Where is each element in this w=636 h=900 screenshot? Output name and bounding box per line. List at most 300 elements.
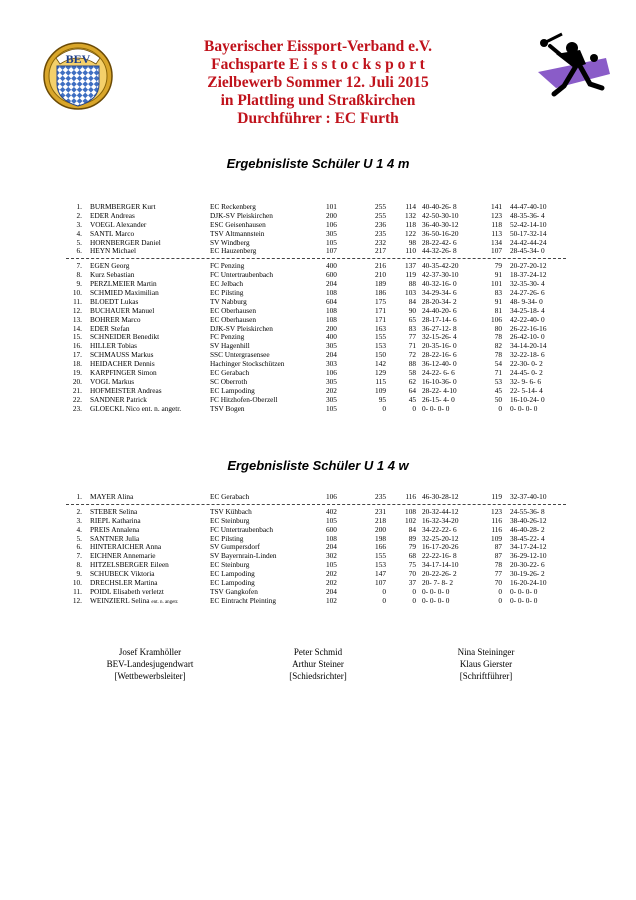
round2-series-cell: 32-35-30- 4 (510, 279, 545, 289)
club-number-cell: 108 (326, 314, 337, 324)
club-number-cell: 105 (326, 237, 337, 247)
round1-series-cell: 28-17-14- 6 (422, 314, 457, 324)
club-number-cell: 202 (326, 385, 337, 395)
club-number-cell: 108 (326, 288, 337, 298)
round1-points-cell: 116 (405, 492, 416, 501)
total-points-cell: 95 (378, 394, 386, 404)
total-points-cell: 107 (375, 578, 386, 588)
club-cell: SV Hagenhill (210, 341, 250, 351)
round2-points-cell: 91 (494, 270, 502, 280)
rank-cell: 15. (72, 332, 82, 342)
round1-points-cell: 64 (408, 385, 416, 395)
club-number-cell: 106 (326, 492, 337, 501)
club-cell: EC Lampoding (210, 385, 255, 395)
player-name-cell: VOGL Markus (90, 376, 135, 386)
player-name-cell: HILLER Tobias (90, 341, 137, 351)
round1-points-cell: 84 (408, 296, 416, 306)
club-number-cell: 106 (326, 219, 337, 229)
rank-cell: 10. (72, 288, 82, 298)
eisstock-player-icon (516, 28, 616, 108)
rank-cell: 7. (76, 551, 82, 561)
player-name-cell: EGEN Georg (90, 261, 130, 271)
round2-series-cell: 0- 0- 0- 0 (510, 595, 538, 605)
rank-cell: 1. (76, 202, 82, 211)
club-cell: FC Penzing (210, 332, 245, 342)
total-points-cell: 235 (375, 228, 386, 238)
club-cell: TV Nabburg (210, 296, 247, 306)
club-cell: EC Pilsting (210, 533, 244, 543)
round1-series-cell: 46-30-28-12 (422, 492, 459, 501)
player-name-cell: SCHNEIDER Benedikt (90, 332, 160, 342)
total-points-cell: 0 (382, 403, 386, 413)
player-name-cell: SCHUBECK Viktoria (90, 569, 155, 579)
rank-cell: 2. (76, 506, 82, 516)
round1-series-cell: 34-17-14-10 (422, 560, 459, 570)
total-points-cell: 129 (375, 368, 386, 378)
round2-series-cell: 20-30-22- 6 (510, 560, 545, 570)
club-cell: TSV Gangkofen (210, 586, 258, 596)
club-number-cell: 204 (326, 279, 337, 289)
total-points-cell: 0 (382, 595, 386, 605)
round2-points-cell: 79 (494, 261, 502, 271)
rank-cell: 21. (72, 385, 82, 395)
club-cell: EC Oberhausen (210, 314, 256, 324)
total-points-cell: 198 (375, 533, 386, 543)
club-cell: FC Penzing (210, 261, 245, 271)
round2-series-cell: 32-37-40-10 (510, 492, 547, 501)
round1-series-cell: 24-40-20- 6 (422, 305, 457, 315)
rank-cell: 9. (76, 279, 82, 289)
total-points-cell: 235 (375, 492, 386, 501)
club-number-cell: 303 (326, 359, 337, 369)
club-cell: FC Untertraubenbach (210, 524, 274, 534)
round2-series-cell: 34-25-18- 4 (510, 305, 545, 315)
header-line-division: Fachsparte E i s s t o c k s p o r t (211, 56, 425, 73)
round1-points-cell: 84 (408, 524, 416, 534)
total-points-cell: 171 (375, 314, 386, 324)
player-name-cell: KARPFINGER Simon (90, 368, 157, 378)
player-name-cell: EICHNER Annemarie (90, 551, 156, 561)
header-line-event: Zielbewerb Sommer 12. Juli 2015 (207, 74, 429, 91)
round1-series-cell: 28-20-34- 2 (422, 296, 457, 306)
round2-points-cell: 118 (491, 219, 502, 229)
total-points-cell: 186 (375, 288, 386, 298)
player-name-cell: HEYN Michael (90, 246, 136, 256)
round2-series-cell: 48-35-36- 4 (510, 210, 545, 220)
round2-points-cell: 109 (491, 533, 502, 543)
round2-points-cell: 123 (491, 506, 502, 516)
player-name-cell (90, 597, 178, 608)
club-number-cell: 305 (326, 376, 337, 386)
round2-points-cell: 116 (491, 515, 502, 525)
round2-series-cell: 24-42-44-24 (510, 237, 547, 247)
round1-series-cell: 20-35-16- 0 (422, 341, 457, 351)
player-name-cell: SANTL Marco (90, 228, 135, 238)
rank-cell: 6. (76, 542, 82, 552)
round2-points-cell: 53 (494, 376, 502, 386)
total-points-cell: 218 (375, 515, 386, 525)
round2-series-cell: 22- 5-14- 4 (510, 385, 543, 395)
player-name-cell: BURMBERGER Kurt (90, 202, 156, 211)
round2-points-cell: 119 (491, 492, 502, 501)
round1-points-cell: 122 (405, 228, 416, 238)
round2-points-cell: 45 (494, 385, 502, 395)
round1-series-cell: 26-15- 4- 0 (422, 394, 455, 404)
club-cell: EC Gerabach (210, 492, 250, 501)
rank-cell: 10. (72, 578, 82, 588)
round2-series-cell: 24-45- 0- 2 (510, 368, 543, 378)
club-number-cell: 107 (326, 246, 337, 256)
club-number-cell: 400 (326, 332, 337, 342)
round2-points-cell: 113 (491, 228, 502, 238)
round1-points-cell: 102 (405, 515, 416, 525)
round1-points-cell: 132 (405, 210, 416, 220)
total-points-cell: 150 (375, 350, 386, 360)
player-note: ent. n. angetr. (151, 599, 179, 605)
round2-series-cell: 26-42-10- 0 (510, 332, 545, 342)
player-name-cell: RIEPL Katharina (90, 515, 141, 525)
rank-cell: 18. (72, 359, 82, 369)
round1-points-cell: 119 (405, 270, 416, 280)
club-cell: EC Steinburg (210, 560, 250, 570)
round2-series-cell: 26-22-16-16 (510, 323, 547, 333)
rank-cell: 3. (76, 219, 82, 229)
player-name-cell: BUCHAUER Manuel (90, 305, 155, 315)
total-points-cell: 232 (375, 237, 386, 247)
club-number-cell: 204 (326, 350, 337, 360)
header-line-organizer: Durchführer : EC Furth (237, 110, 399, 127)
round1-points-cell: 137 (405, 261, 416, 271)
player-name-cell: VOEGL Alexander (90, 219, 147, 229)
svg-text:BEV: BEV (65, 52, 91, 66)
club-cell: EC Hauzenberg (210, 246, 257, 256)
round1-series-cell: 0- 0- 0- 0 (422, 586, 450, 596)
round1-series-cell: 40-32-16- 0 (422, 279, 457, 289)
rank-cell: 8. (76, 560, 82, 570)
club-number-cell: 604 (326, 296, 337, 306)
round1-points-cell: 88 (408, 279, 416, 289)
player-name-cell: SANTNER Julia (90, 533, 140, 543)
round2-series-cell: 34-17-24-12 (510, 542, 547, 552)
round2-points-cell: 107 (491, 246, 502, 256)
club-cell: SV Bayernrain-Linden (210, 551, 277, 561)
round2-points-cell: 78 (494, 332, 502, 342)
round1-series-cell: 20-32-44-12 (422, 506, 459, 516)
round1-series-cell: 34-29-34- 6 (422, 288, 457, 298)
club-number-cell: 400 (326, 261, 337, 271)
signature-title: [Wettbewerbsleiter] (114, 671, 186, 681)
club-number-cell: 105 (326, 560, 337, 570)
round2-points-cell: 87 (494, 542, 502, 552)
total-points-cell: 171 (375, 305, 386, 315)
rank-cell: 7. (76, 261, 82, 271)
total-points-cell: 115 (375, 376, 386, 386)
round2-series-cell: 50-17-32-14 (510, 228, 547, 238)
total-points-cell: 153 (375, 560, 386, 570)
club-number-cell: 102 (326, 595, 337, 605)
club-cell: EC Eintracht Pleinting (210, 595, 277, 605)
document-header (150, 38, 486, 128)
results-table-female (0, 493, 636, 606)
club-number-cell: 600 (326, 270, 337, 280)
player-name-cell: HINTERAICHER Anna (90, 542, 162, 552)
round1-series-cell: 28-22-42- 6 (422, 237, 457, 247)
header-line-location: in Plattling und Straßkirchen (220, 92, 416, 109)
signature-block-3 (386, 646, 586, 682)
rank-cell: 9. (76, 569, 82, 579)
round1-points-cell: 45 (408, 394, 416, 404)
round2-series-cell: 44-47-40-10 (510, 202, 547, 211)
round2-points-cell: 78 (494, 560, 502, 570)
round1-points-cell: 0 (412, 403, 416, 413)
round1-points-cell: 75 (408, 560, 416, 570)
total-points-cell: 217 (375, 246, 386, 256)
round2-series-cell: 24-55-36- 8 (510, 506, 545, 516)
club-cell: SV Gumpersdorf (210, 542, 260, 552)
club-number-cell: 204 (326, 586, 337, 596)
round2-points-cell: 54 (494, 359, 502, 369)
club-cell: SV Windberg (210, 237, 250, 247)
player-name-cell: SCHMIED Maximilian (90, 288, 159, 298)
round2-series-cell: 32-22-18- 6 (510, 350, 545, 360)
club-cell: EC Lampoding (210, 578, 255, 588)
table-row (0, 405, 636, 414)
club-number-cell: 200 (326, 210, 337, 220)
round1-series-cell: 42-50-30-10 (422, 210, 459, 220)
round2-series-cell: 16-20-24-10 (510, 578, 547, 588)
round2-points-cell: 50 (494, 394, 502, 404)
club-cell: EC Gerabach (210, 368, 250, 378)
round2-series-cell: 30-19-26- 2 (510, 569, 545, 579)
club-cell: EC Jelbach (210, 279, 244, 289)
rank-cell: 16. (72, 341, 82, 351)
rank-cell: 17. (72, 350, 82, 360)
player-name-cell: BLOEDT Lukas (90, 296, 139, 306)
round1-series-cell: 36-50-16-20 (422, 228, 459, 238)
total-points-cell: 189 (375, 279, 386, 289)
signature-role: BEV-Landesjugendwart (106, 659, 194, 669)
round1-series-cell: 16-32-34-20 (422, 515, 459, 525)
rank-cell: 4. (76, 228, 82, 238)
club-number-cell: 105 (326, 403, 337, 413)
round1-series-cell: 16-17-20-26 (422, 542, 459, 552)
player-name-cell: SCHMAUSS Markus (90, 350, 154, 360)
section-title-male: Ergebnisliste Schüler U 1 4 m (226, 156, 410, 171)
section-title-female: Ergebnisliste Schüler U 1 4 w (227, 458, 409, 473)
round2-series-cell: 20-27-20-12 (510, 261, 547, 271)
round1-series-cell: 42-37-30-10 (422, 270, 459, 280)
round1-series-cell: 0- 0- 0- 0 (422, 403, 450, 413)
round2-series-cell: 38-40-26-12 (510, 515, 547, 525)
club-number-cell: 305 (326, 394, 337, 404)
player-name-cell: HEIDACHER Dennis (90, 359, 155, 369)
round1-series-cell: 0- 0- 0- 0 (422, 595, 450, 605)
club-number-cell: 305 (326, 341, 337, 351)
total-points-cell: 163 (375, 323, 386, 333)
player-name-cell: BOHRER Marco (90, 314, 141, 324)
rank-cell: 5. (76, 237, 82, 247)
round2-series-cell: 38-45-22- 4 (510, 533, 545, 543)
player-name-cell: Kurz Sebastian (90, 270, 135, 280)
round2-points-cell: 0 (498, 595, 502, 605)
rank-cell: 11. (73, 586, 82, 596)
total-points-cell: 255 (375, 210, 386, 220)
club-number-cell: 402 (326, 506, 337, 516)
round1-points-cell: 90 (408, 305, 416, 315)
club-cell: FC Untertraubenbach (210, 270, 274, 280)
club-cell: TSV Kühbach (210, 506, 252, 516)
player-name-cell: PERZLMEIER Martin (90, 279, 157, 289)
round2-points-cell: 0 (498, 403, 502, 413)
club-cell: FC Hitzhofen-Oberzell (210, 394, 278, 404)
round2-points-cell: 0 (498, 586, 502, 596)
round2-series-cell: 48- 9-34- 0 (510, 296, 543, 306)
round2-series-cell: 0- 0- 0- 0 (510, 586, 538, 596)
total-points-cell: 200 (375, 524, 386, 534)
round1-points-cell: 88 (408, 359, 416, 369)
rank-cell: 14. (72, 323, 82, 333)
signature-title: [Schriftführer] (459, 671, 513, 681)
round1-points-cell: 0 (412, 586, 416, 596)
player-name-cell: DRECHSLER Martina (90, 578, 158, 588)
player-name-cell: EDER Stefan (90, 323, 130, 333)
club-number-cell: 106 (326, 368, 337, 378)
club-cell: EC Steinburg (210, 515, 250, 525)
round2-series-cell: 24-27-26- 6 (510, 288, 545, 298)
rank-cell: 3. (76, 515, 82, 525)
round2-points-cell: 77 (494, 569, 502, 579)
round2-series-cell: 42-22-40- 0 (510, 314, 545, 324)
round2-points-cell: 83 (494, 288, 502, 298)
round1-points-cell: 110 (405, 246, 416, 256)
round1-series-cell: 36-27-12- 8 (422, 323, 457, 333)
round1-points-cell: 65 (408, 314, 416, 324)
player-name-cell: HITZELSBERGER Eileen (90, 560, 169, 570)
player-name-cell: PREIS Annalena (90, 524, 140, 534)
round2-series-cell: 16-10-24- 0 (510, 394, 545, 404)
club-cell: DJK-SV Pleiskirchen (210, 323, 273, 333)
rank-cell: 12. (72, 305, 82, 315)
player-name-cell: HORNBERGER Daniel (90, 237, 161, 247)
rank-cell: 11. (73, 296, 82, 306)
player-name: WEINZIERL Selina (90, 595, 150, 605)
round1-points-cell: 0 (412, 595, 416, 605)
total-points-cell: 255 (375, 202, 386, 211)
round1-points-cell: 68 (408, 551, 416, 561)
club-number-cell: 600 (326, 524, 337, 534)
total-points-cell: 175 (375, 296, 386, 306)
bev-logo-icon (40, 36, 116, 112)
round1-series-cell: 40-40-26- 8 (422, 202, 457, 211)
club-number-cell: 202 (326, 578, 337, 588)
round1-series-cell: 20-22-26- 2 (422, 569, 457, 579)
rank-cell: 2. (76, 210, 82, 220)
round1-series-cell: 16-10-36- 0 (422, 376, 457, 386)
round1-series-cell: 24-22- 6- 6 (422, 368, 455, 378)
round2-series-cell: 32- 9- 6- 6 (510, 376, 542, 386)
total-points-cell: 0 (382, 586, 386, 596)
total-points-cell: 153 (375, 341, 386, 351)
round2-series-cell: 18-37-24-12 (510, 270, 547, 280)
player-name-cell: MAYER Alina (90, 492, 134, 501)
round1-points-cell: 77 (408, 332, 416, 342)
club-number-cell: 202 (326, 569, 337, 579)
club-cell: EC Oberhausen (210, 305, 256, 315)
round1-points-cell: 72 (408, 350, 416, 360)
club-number-cell: 302 (326, 551, 337, 561)
round2-points-cell: 87 (494, 551, 502, 561)
round1-series-cell: 28-22- 4-10 (422, 385, 457, 395)
signature-name: Peter Schmid (293, 647, 343, 657)
round1-series-cell: 34-22-22- 6 (422, 524, 457, 534)
player-name-cell: EDER Andreas (90, 210, 135, 220)
round1-series-cell: 20- 7- 8- 2 (422, 578, 454, 588)
table-row (0, 597, 636, 606)
round1-points-cell: 83 (408, 323, 416, 333)
round2-points-cell: 123 (491, 210, 502, 220)
round2-points-cell: 81 (494, 305, 502, 315)
round1-points-cell: 70 (408, 569, 416, 579)
round1-points-cell: 114 (405, 202, 416, 211)
club-number-cell: 105 (326, 515, 337, 525)
round1-series-cell: 28-22-16- 6 (422, 350, 457, 360)
total-points-cell: 147 (375, 569, 386, 579)
club-cell: Hachinger Stockschützen (210, 359, 285, 369)
club-cell: TSV Altmannstein (210, 228, 265, 238)
club-cell: ESC Geisenhausen (210, 219, 266, 229)
club-number-cell: 200 (326, 323, 337, 333)
club-cell: SC Oberroth (210, 376, 248, 386)
club-cell: SSC Untergrasensee (210, 350, 270, 360)
round1-points-cell: 71 (408, 341, 416, 351)
round2-points-cell: 141 (491, 202, 502, 211)
round1-series-cell: 22-22-16- 8 (422, 551, 457, 561)
total-points-cell: 155 (375, 551, 386, 561)
table-row (0, 493, 636, 502)
player-name-cell: STEBER Selina (90, 506, 138, 516)
signature-name: Josef Kramhöller (118, 647, 182, 657)
round2-series-cell: 28-45-34- 0 (510, 246, 545, 256)
table-row (0, 247, 636, 256)
round2-points-cell: 134 (491, 237, 502, 247)
round2-points-cell: 91 (494, 296, 502, 306)
round2-series-cell: 22-30- 0- 2 (510, 359, 543, 369)
round2-series-cell: 36-29-12-10 (510, 551, 547, 561)
round1-points-cell: 108 (405, 506, 416, 516)
total-points-cell: 236 (375, 219, 386, 229)
player-name-cell: POIDL Elisabeth verletzt (90, 586, 164, 596)
club-number-cell: 204 (326, 542, 337, 552)
round1-points-cell: 62 (408, 376, 416, 386)
round1-points-cell: 79 (408, 542, 416, 552)
rank-cell: 19. (72, 368, 82, 378)
round2-points-cell: 106 (491, 314, 502, 324)
signature-role: Arthur Steiner (292, 659, 344, 669)
player-name-cell: SANDNER Patrick (90, 394, 147, 404)
total-points-cell: 109 (375, 385, 386, 395)
club-cell: EC Lampoding (210, 569, 255, 579)
total-points-cell: 231 (375, 506, 386, 516)
club-cell: DJK-SV Pleiskirchen (210, 210, 273, 220)
rank-cell: 4. (76, 524, 82, 534)
total-points-cell: 166 (375, 542, 386, 552)
total-points-cell: 216 (375, 261, 386, 271)
club-number-cell: 305 (326, 228, 337, 238)
round2-points-cell: 101 (491, 279, 502, 289)
rank-cell: 8. (76, 270, 82, 280)
round1-series-cell: 40-35-42-20 (422, 261, 459, 271)
club-number-cell: 108 (326, 533, 337, 543)
